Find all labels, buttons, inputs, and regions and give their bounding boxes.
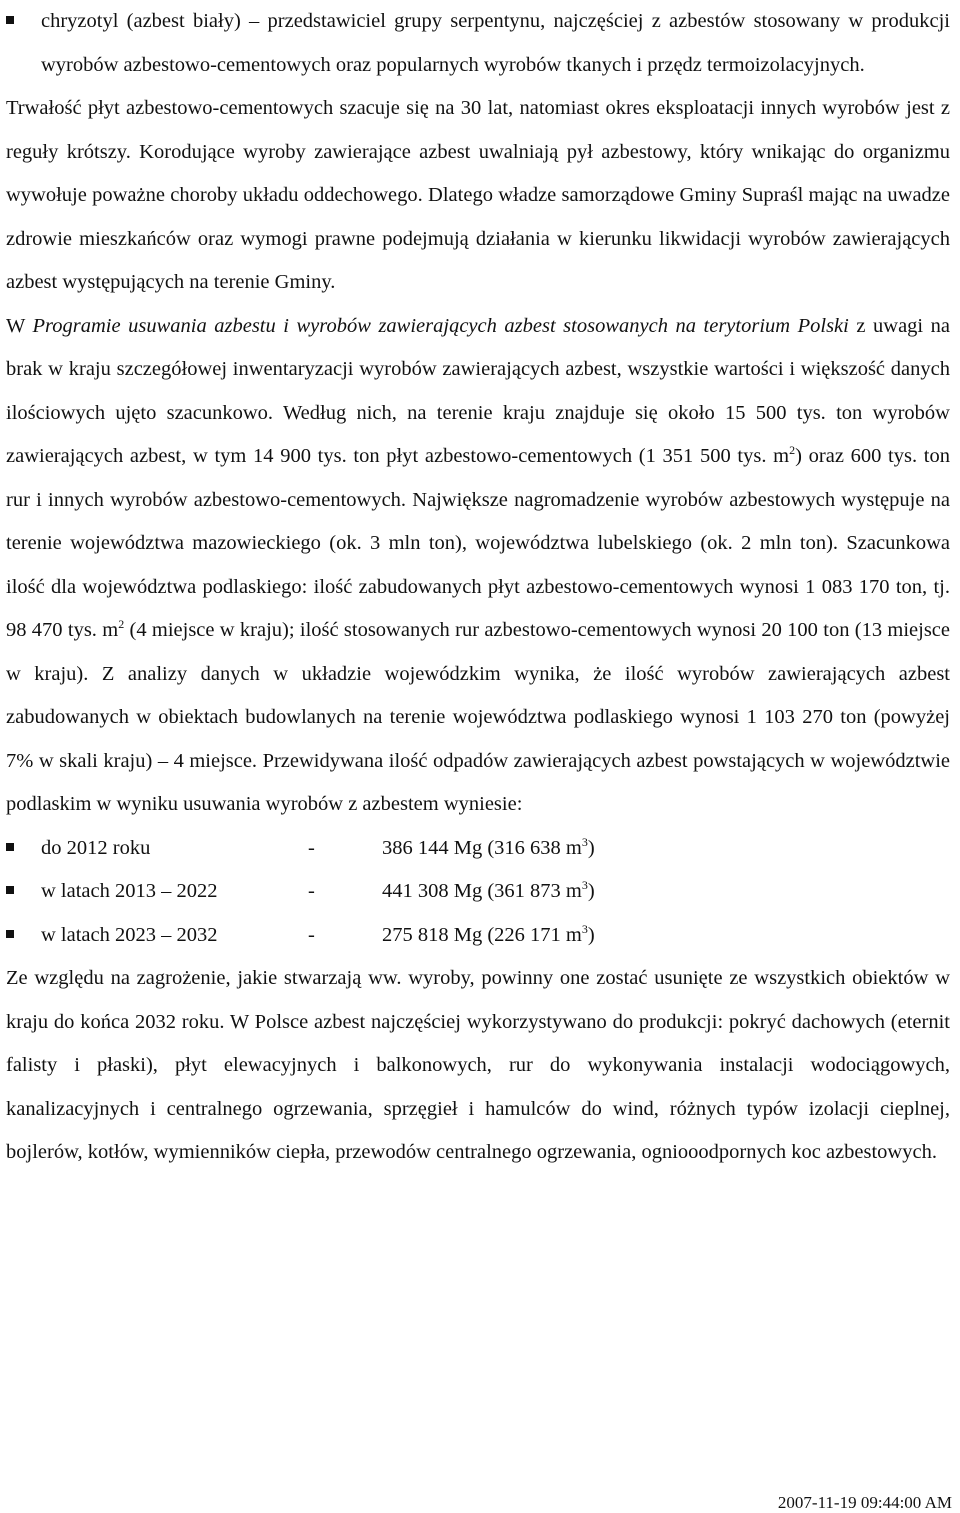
superscript-2: 2: [118, 617, 125, 631]
list-item: [6, 914, 950, 958]
document-body: [6, 0, 950, 1175]
square-bullet-icon: [6, 16, 14, 24]
forecast-amount: 386 144 Mg (316 638 m: [382, 836, 582, 859]
superscript-3: 3: [581, 834, 588, 849]
paragraph2-part1: z uwagi na brak w kraju szczegółowej inwentaryzacji wyrobów zawierających azbest, wszystkie wartości i większość danych ilościowych ujęto szacunkowo. Według nich, na terenie kraju znajduje się około 15 500 tys. ton wyrobów zawierających azbest, w tym 14 900 tys. ton płyt azbestowo-cementowych (1 351 500 tys. m: [6, 314, 950, 467]
forecast-close: ): [587, 880, 595, 902]
square-bullet-icon: [6, 843, 14, 851]
intro-bullet-text: chryzotyl (azbest biały) – przedstawiciel grupy serpentynu, najczęściej z azbestów stosowany w produkcji wyrobów azbestowo-cementowych oraz popularnych wyrobów tkanych i przędz termoizolacyjnych.: [41, 10, 950, 76]
forecast-period: w latach 2013 – 2022: [41, 880, 218, 902]
intro-bullet-item: [6, 0, 950, 87]
square-bullet-icon: [6, 930, 14, 938]
forecast-period: w latach 2023 – 2032: [41, 923, 218, 946]
list-item: [6, 870, 950, 914]
forecast-period: do 2012 roku: [41, 836, 151, 859]
paragraph2-part2: ) oraz 600 tys. ton rur i innych wyrobów azbestowo-cementowych. Największe nagromadzenie wyrobów azbestowych występuje na terenie województwa mazowieckiego (ok. 3 mln ton), województwa lubelskiego (ok. 2 mln ton). Szacunkowa ilość dla województwa podlaskiego: ilość zabudowanych płyt azbestowo-cementowych wynosi 1 083 170 ton, tj. 98 470 tys. m: [6, 445, 950, 641]
forecast-value: [382, 870, 595, 914]
forecast-list: [6, 827, 950, 958]
paragraph2-part3: (4 miejsce w kraju); ilość stosowanych rur azbestowo-cementowych wynosi 20 100 ton (13 miejsce w kraju). Z analizy danych w układzie wojewódzkim wynika, że ilość wyrobów zawierających azbest zabudowanych w obiektach budowlanych na terenie województwa podlaskiego wynosi 1 103 270 ton (powyżej 7% w skali kraju) – 4 miejsce. Przewidywana ilość odpadów zawierających azbest powstających w województwie podlaskim w wyniku usuwania wyrobów z azbestem wyniesie:: [6, 619, 950, 815]
forecast-close: ): [587, 836, 595, 859]
forecast-amount: 441 308 Mg (361 873 m: [382, 880, 582, 902]
paragraph-removal-deadline: Ze względu na zagrożenie, jakie stwarzają ww. wyroby, powinny one zostać usunięte ze wszystkich obiektów w kraju do końca 2032 roku. W Polsce azbest najczęściej wykorzystywano do produkcji: pokryć dachowych (eternit falisty i płaski), płyt elewacyjnych i balkonowych, rur do wykonywania instalacji wodociągowych, kanalizacyjnych i centralnego ogrzewania, sprzęgieł i hamulców do wind, różnych typów izolacji cieplnej, bojlerów, kotłów, wymienników ciepła, przewodów centralnego ogrzewania, ogniooodpornych koc azbestowych.: [6, 967, 950, 1163]
forecast-close: ): [587, 923, 595, 946]
list-item: [6, 827, 950, 871]
forecast-amount: 275 818 Mg (226 171 m: [382, 923, 582, 946]
paragraph-program-estimates: [6, 305, 950, 827]
superscript-3: 3: [581, 921, 588, 936]
square-bullet-icon: [6, 886, 14, 894]
forecast-value: [382, 827, 595, 871]
forecast-dash: -: [308, 836, 315, 859]
superscript-3: 3: [581, 878, 588, 892]
program-title: Programie usuwania azbestu i wyrobów zawierających azbest stosowanych na terytorium Polski: [32, 314, 849, 337]
forecast-dash: -: [308, 923, 315, 946]
footer-timestamp: 2007-11-19 09:44:00 AM: [777, 1493, 952, 1512]
forecast-value: [382, 914, 595, 958]
paragraph-lead-w: W: [6, 314, 33, 337]
forecast-dash: -: [308, 880, 315, 902]
paragraph-durability: Trwałość płyt azbestowo-cementowych szacuje się na 30 lat, natomiast okres eksploatacji innych wyrobów jest z reguły krótszy. Korodujące wyroby zawierające azbest uwalniają pył azbestowy, który wnikając do organizmu wywołuje poważne choroby układu oddechowego. Dlatego władze samorządowe Gminy Supraśl mając na uwadze zdrowie mieszkańców oraz wymogi prawne podejmują działania w kierunku likwidacji wyrobów zawierających azbest występujących na terenie Gminy.: [6, 97, 950, 293]
superscript-2: 2: [789, 443, 796, 457]
